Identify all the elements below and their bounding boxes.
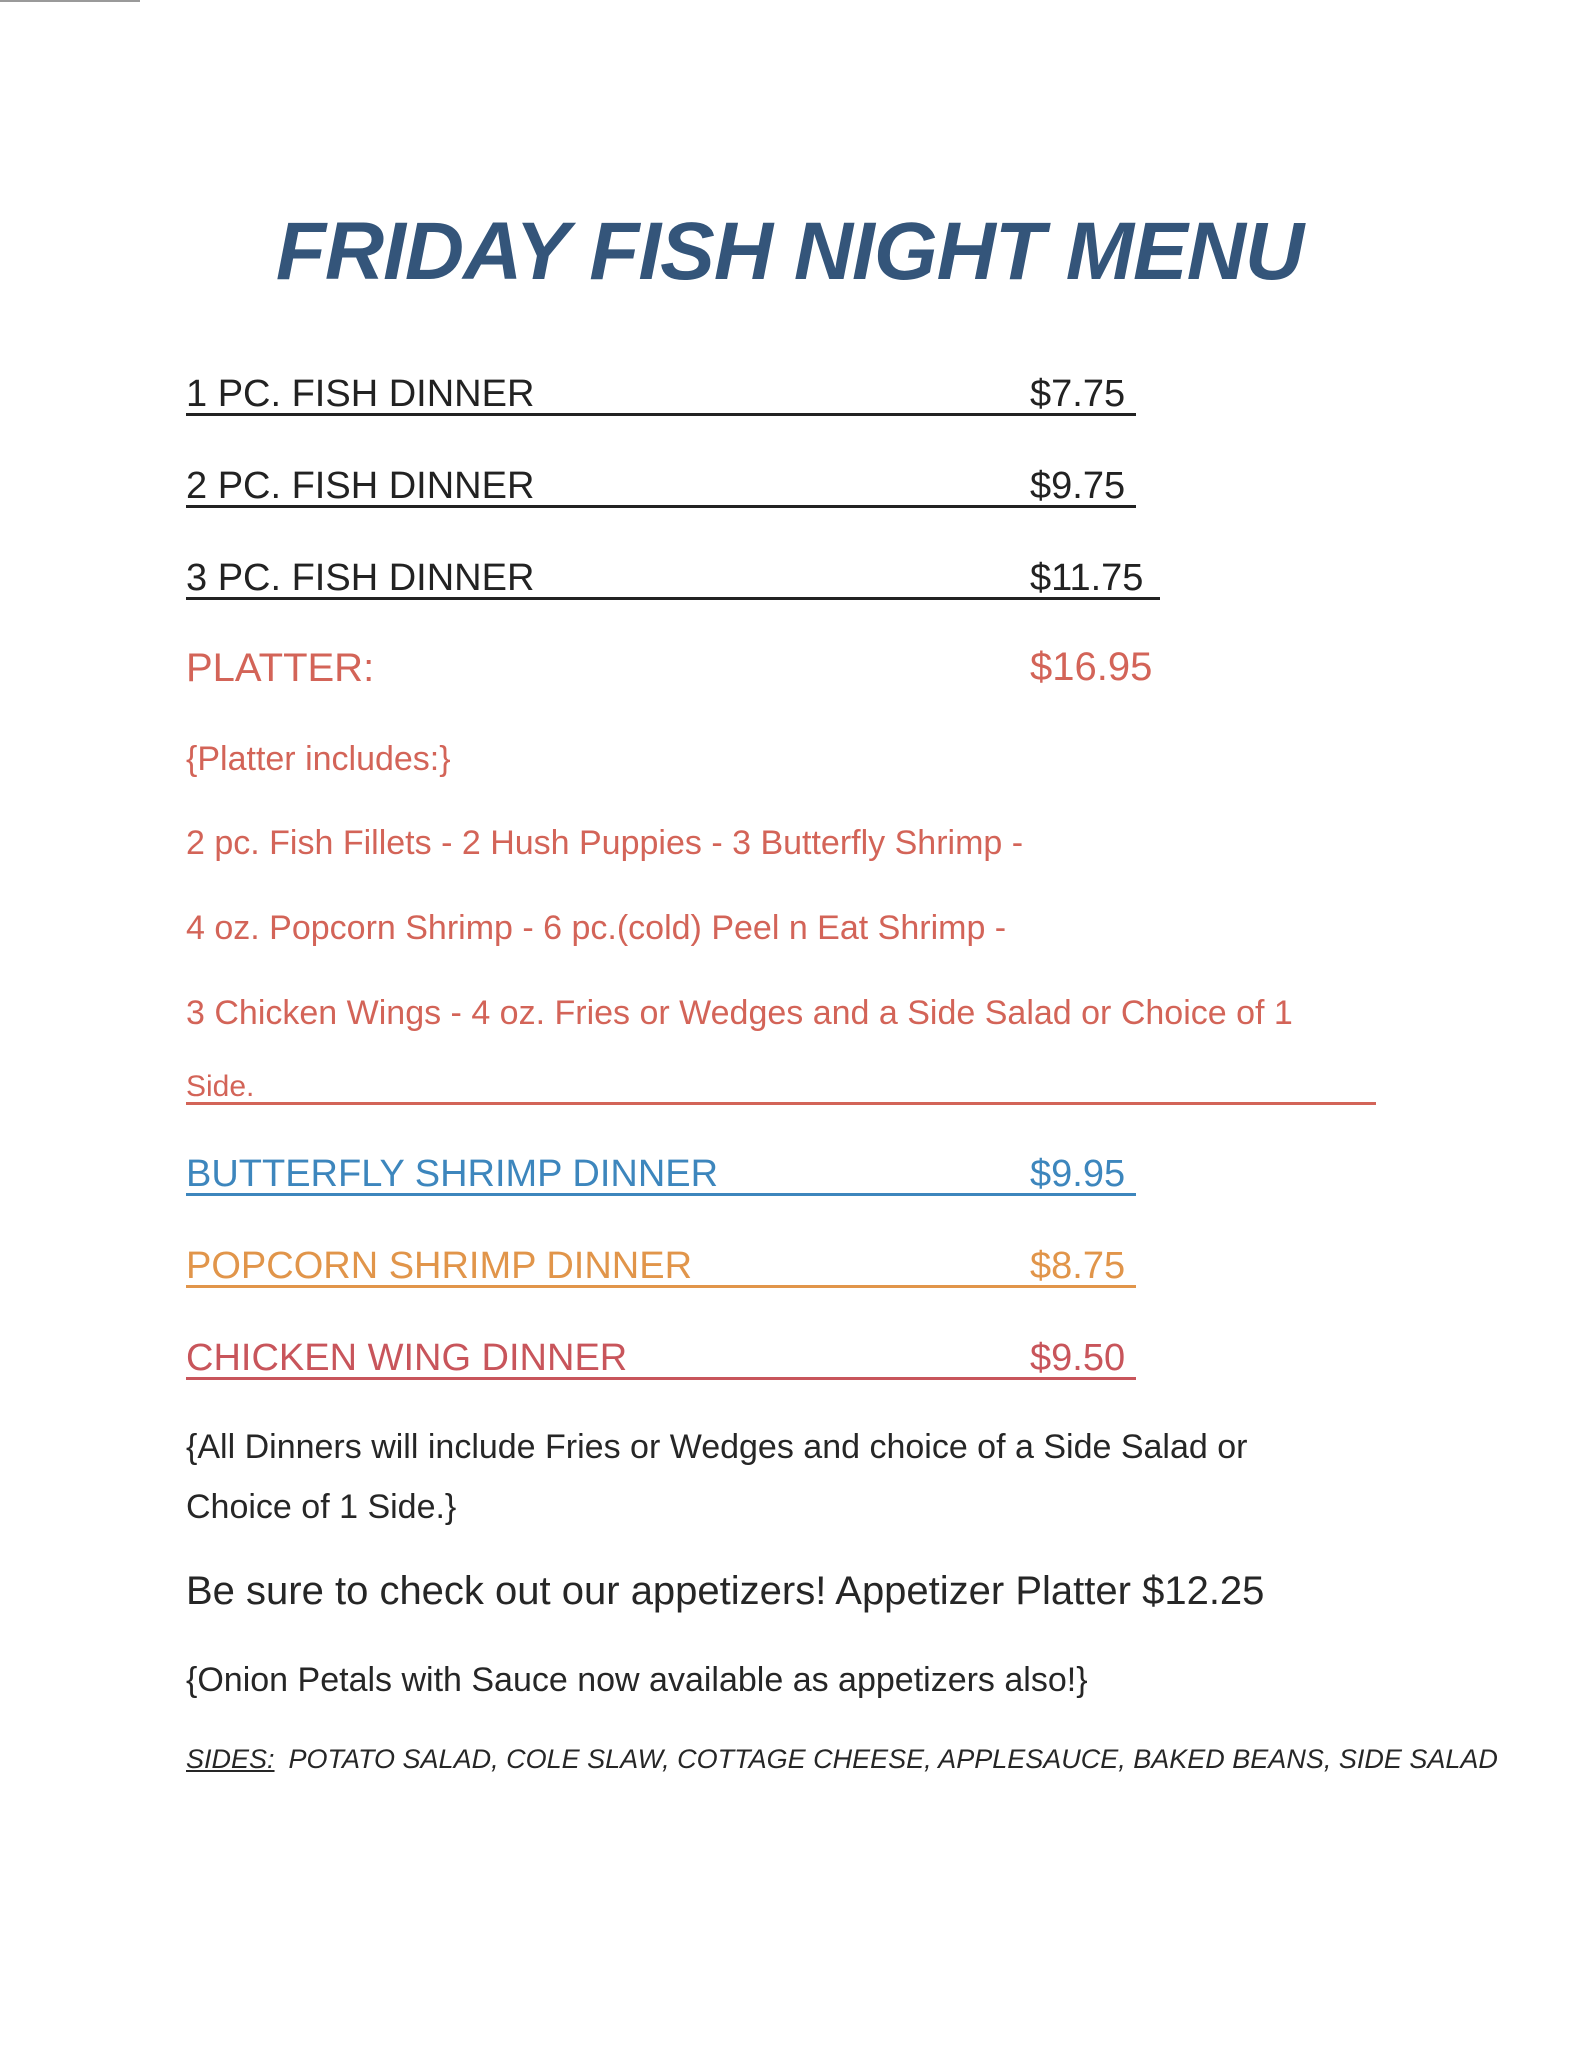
sides-list: POTATO SALAD, COLE SLAW, COTTAGE CHEESE, APPLESAUCE, BAKED BEANS, SIDE SALAD <box>288 1744 1498 1774</box>
platter-label: PLATTER: <box>186 646 375 690</box>
dinner-note-line-1: {All Dinners will include Fries or Wedges and choice of a Side Salad or <box>186 1428 1248 1466</box>
item-price: $7.75 <box>1030 373 1126 415</box>
platter-line-3: 3 Chicken Wings - 4 oz. Fries or Wedges and a Side Salad or Choice of 1 <box>186 994 1293 1032</box>
item-name: 2 PC. FISH DINNER <box>186 465 535 507</box>
item-name: POPCORN SHRIMP DINNER <box>186 1245 693 1287</box>
platter-line-2: 4 oz. Popcorn Shrimp - 6 pc.(cold) Peel n Eat Shrimp - <box>186 909 1007 947</box>
menu-item-1pc-fish <box>186 355 1136 416</box>
platter-last-word: Side. <box>186 1070 255 1103</box>
menu-title: FRIDAY FISH NIGHT MENU <box>275 206 1304 297</box>
item-name: 3 PC. FISH DINNER <box>186 557 535 599</box>
platter-line-4 <box>186 1070 1376 1105</box>
onion-petals-note: {Onion Petals with Sauce now available as appetizers also!} <box>186 1661 1088 1699</box>
platter-includes-heading: {Platter includes:} <box>186 740 451 778</box>
item-name: 1 PC. FISH DINNER <box>186 373 535 415</box>
menu-item-3pc-fish <box>186 539 1160 600</box>
menu-item-chicken-wing <box>186 1319 1136 1380</box>
item-price: $11.75 <box>1030 557 1144 599</box>
item-price: $9.75 <box>1030 465 1126 507</box>
item-name: CHICKEN WING DINNER <box>186 1337 628 1379</box>
sides-line <box>186 1744 1498 1775</box>
platter-line-1: 2 pc. Fish Fillets - 2 Hush Puppies - 3 Butterfly Shrimp - <box>186 824 1024 862</box>
menu-item-2pc-fish <box>186 447 1136 508</box>
menu-item-butterfly-shrimp <box>186 1135 1136 1196</box>
item-price: $9.50 <box>1030 1337 1126 1379</box>
item-price: $8.75 <box>1030 1245 1126 1287</box>
scan-edge-mark <box>0 0 140 2</box>
item-price: $9.95 <box>1030 1153 1126 1195</box>
sides-label: SIDES: <box>186 1744 275 1774</box>
dinner-note-line-2: Choice of 1 Side.} <box>186 1488 457 1526</box>
item-name: BUTTERFLY SHRIMP DINNER <box>186 1153 719 1195</box>
menu-item-popcorn-shrimp <box>186 1227 1136 1288</box>
appetizer-promo: Be sure to check out our appetizers! Appetizer Platter $12.25 <box>186 1569 1265 1613</box>
platter-price: $16.95 <box>1030 645 1153 689</box>
